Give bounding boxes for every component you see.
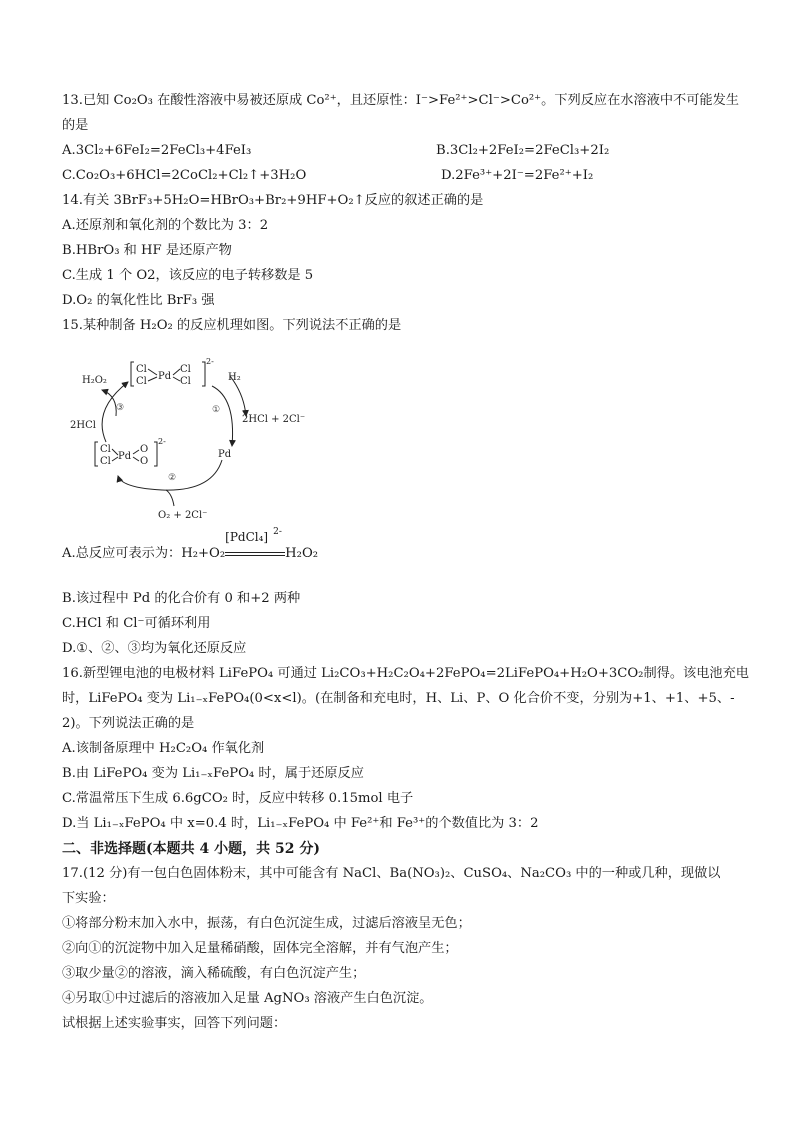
q17-step1: ①将部分粉末加入水中，振荡，有白色沉淀生成，过滤后溶液呈无色； bbox=[62, 916, 471, 931]
q13-option-c: C.Co₂O₃+6HCl=2CoCl₂+Cl₂↑+3H₂O bbox=[62, 168, 307, 183]
q14-option-b: B.HBrO₃ 和 HF 是还原产物 bbox=[62, 243, 232, 258]
q15-option-a-product: H₂O₂ bbox=[285, 546, 319, 561]
h2-label: H₂ bbox=[228, 372, 241, 383]
q13-option-a: A.3Cl₂+6FeI₂=2FeCl₃+4FeI₃ bbox=[62, 143, 252, 158]
arrow-step1 bbox=[212, 386, 233, 446]
q15-option-d: D.①、②、③均为氧化还原反应 bbox=[62, 641, 247, 656]
q13-stem-line2: 的是 bbox=[62, 118, 89, 133]
step1-products-label: 2HCl + 2Cl⁻ bbox=[242, 414, 306, 425]
svg-text:Cl: Cl bbox=[180, 364, 191, 375]
reaction-mechanism-diagram bbox=[62, 350, 322, 522]
q17-step3: ③取少量②的溶液，滴入稀硫酸，有白色沉淀产生； bbox=[62, 966, 366, 981]
q15-option-c: C.HCl 和 Cl⁻可循环利用 bbox=[62, 616, 211, 631]
q17-step2: ②向①的沉淀物中加入足量稀硝酸，固体完全溶解，并有气泡产生； bbox=[62, 941, 458, 956]
complex-left-charge: 2- bbox=[158, 437, 166, 446]
q15-stem: 15.某种制备 H₂O₂ 的反应机理如图。下列说法不正确的是 bbox=[62, 318, 402, 333]
step2-marker: ② bbox=[168, 473, 177, 483]
q17-stem-line2: 下实验： bbox=[62, 891, 115, 906]
q15-option-a-prefix: A.总反应可表示为：H₂+O₂ bbox=[62, 546, 226, 561]
q16-option-c: C.常温常压下生成 6.6gCO₂ 时，反应中转移 0.15mol 电子 bbox=[62, 791, 414, 806]
svg-text:Cl: Cl bbox=[180, 376, 191, 387]
q16-option-d: D.当 Li₁₋ₓFePO₄ 中 x=0.4 时，Li₁₋ₓFePO₄ 中 Fe²⁺和 Fe³⁺的个数值比为 3：2 bbox=[62, 816, 539, 831]
catalyst-arrow bbox=[225, 527, 285, 563]
step3-marker: ③ bbox=[116, 403, 125, 413]
q17-stem-line1: 17.(12 分)有一包白色固体粉末，其中可能含有 NaCl、Ba(NO₃)₂、CuSO₄、Na₂CO₃ 中的一种或几种，现做以 bbox=[62, 866, 721, 881]
svg-text:Cl: Cl bbox=[100, 456, 111, 467]
svg-text:O: O bbox=[140, 444, 149, 455]
section-heading: 二、非选择题(本题共 4 小题，共 52 分) bbox=[62, 841, 320, 857]
hcl-label: 2HCl bbox=[70, 420, 96, 431]
q16-stem-line3: 2)。下列说法正确的是 bbox=[62, 716, 195, 731]
svg-text:Pd: Pd bbox=[118, 451, 132, 462]
q16-stem-line2: 时，LiFePO₄ 变为 Li₁₋ₓFePO₄(0<x<l)。(在制备和充电时，H、Li、P、O 化合价不变，分别为+1、+1、+5、- bbox=[62, 691, 735, 706]
q15-option-b: B.该过程中 Pd 的化合价有 0 和+2 两种 bbox=[62, 591, 301, 606]
q16-option-b: B.由 LiFePO₄ 变为 Li₁₋ₓFePO₄ 时，属于还原反应 bbox=[62, 766, 364, 781]
catalyst-label: [PdCl₄] bbox=[225, 530, 269, 544]
q16-stem-line1: 16.新型锂电池的电极材料 LiFePO₄ 可通过 Li₂CO₃+H₂C₂O₄+2FePO₄=2LiFePO₄+H₂O+3CO₂制得。该电池充电 bbox=[62, 666, 749, 681]
svg-text:Cl: Cl bbox=[136, 364, 147, 375]
q16-option-a: A.该制备原理中 H₂C₂O₄ 作氧化剂 bbox=[62, 741, 265, 756]
arrow-o2-in bbox=[166, 490, 174, 506]
q14-option-a: A.还原剂和氧化剂的个数比为 3：2 bbox=[62, 218, 269, 233]
svg-text:Cl: Cl bbox=[136, 376, 147, 387]
h2o2-label: H₂O₂ bbox=[82, 375, 107, 386]
q15-option-a bbox=[62, 527, 319, 563]
pdcl4-complex bbox=[131, 357, 214, 387]
q17-closing: 试根据上述实验事实，回答下列问题： bbox=[62, 1016, 287, 1031]
svg-text:Pd: Pd bbox=[158, 371, 172, 382]
q14-option-d: D.O₂ 的氧化性比 BrF₃ 强 bbox=[62, 293, 215, 308]
pd-label: Pd bbox=[218, 449, 232, 460]
q13-option-d: D.2Fe³⁺+2I⁻=2Fe²⁺+I₂ bbox=[441, 168, 594, 183]
bottom-reactants-label: O₂ + 2Cl⁻ bbox=[158, 510, 208, 521]
svg-text:Cl: Cl bbox=[100, 444, 111, 455]
q17-step4: ④另取①中过滤后的溶液加入足量 AgNO₃ 溶液产生白色沉淀。 bbox=[62, 991, 433, 1006]
step1-marker: ① bbox=[212, 405, 221, 415]
catalyst-charge: 2- bbox=[273, 527, 282, 537]
q13-option-b: B.3Cl₂+2FeI₂=2FeCl₃+2I₂ bbox=[436, 143, 610, 158]
svg-text:O: O bbox=[140, 456, 149, 467]
q14-stem: 14.有关 3BrF₃+5H₂O=HBrO₃+Br₂+9HF+O₂↑反应的叙述正确的是 bbox=[62, 193, 484, 208]
complex-top-charge: 2- bbox=[206, 357, 214, 366]
q13-stem-line1: 13.已知 Co₂O₃ 在酸性溶液中易被还原成 Co²⁺，且还原性：I⁻>Fe²⁺>Cl⁻>Co²⁺。下列反应在水溶液中不可能发生 bbox=[62, 93, 739, 108]
q14-option-c: C.生成 1 个 O2，该反应的电子转移数是 5 bbox=[62, 268, 314, 283]
